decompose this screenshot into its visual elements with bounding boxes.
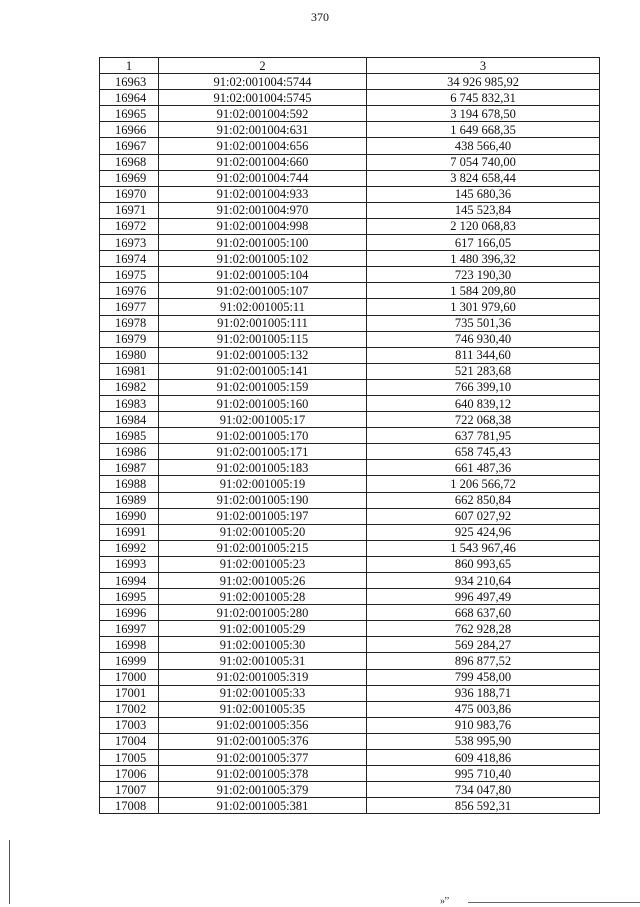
table-row	[100, 138, 600, 154]
row-number-cell: 17006	[100, 766, 159, 782]
scan-mark: »ʼʼ	[440, 896, 449, 907]
cadastral-number-cell: 91:02:001005:160	[159, 395, 367, 411]
table-row	[100, 717, 600, 733]
table-row	[100, 74, 600, 90]
table-row	[100, 589, 600, 605]
table-row	[100, 186, 600, 202]
row-number-cell: 16973	[100, 235, 159, 251]
value-cell: 7 054 740,00	[367, 154, 600, 170]
table-row	[100, 492, 600, 508]
cadastral-number-cell: 91:02:001005:141	[159, 363, 367, 379]
table-row	[100, 766, 600, 782]
cadastral-number-cell: 91:02:001004:970	[159, 202, 367, 218]
value-cell: 2 120 068,83	[367, 218, 600, 234]
row-number-cell: 16983	[100, 395, 159, 411]
row-number-cell: 16976	[100, 283, 159, 299]
row-number-cell: 16984	[100, 412, 159, 428]
cadastral-number-cell: 91:02:001005:280	[159, 605, 367, 621]
table-row	[100, 202, 600, 218]
row-number-cell: 16966	[100, 122, 159, 138]
value-cell: 896 877,52	[367, 653, 600, 669]
row-number-cell: 16968	[100, 154, 159, 170]
table-row	[100, 315, 600, 331]
table-row	[100, 122, 600, 138]
cadastral-number-cell: 91:02:001005:377	[159, 750, 367, 766]
row-number-cell: 16993	[100, 556, 159, 572]
table-row	[100, 267, 600, 283]
cadastral-number-cell: 91:02:001005:26	[159, 573, 367, 589]
row-number-cell: 17007	[100, 782, 159, 798]
row-number-cell: 16974	[100, 251, 159, 267]
cadastral-number-cell: 91:02:001004:5744	[159, 74, 367, 90]
table-row	[100, 299, 600, 315]
value-cell: 811 344,60	[367, 347, 600, 363]
table-row	[100, 283, 600, 299]
table-row	[100, 701, 600, 717]
cadastral-number-cell: 91:02:001005:159	[159, 379, 367, 395]
value-cell: 723 190,30	[367, 267, 600, 283]
row-number-cell: 16964	[100, 90, 159, 106]
value-cell: 607 027,92	[367, 508, 600, 524]
table-row	[100, 637, 600, 653]
value-cell: 609 418,86	[367, 750, 600, 766]
row-number-cell: 16985	[100, 428, 159, 444]
bottom-line	[468, 902, 640, 903]
cadastral-number-cell: 91:02:001005:197	[159, 508, 367, 524]
cadastral-number-cell: 91:02:001005:190	[159, 492, 367, 508]
value-cell: 995 710,40	[367, 766, 600, 782]
value-cell: 860 993,65	[367, 556, 600, 572]
table-row	[100, 235, 600, 251]
value-cell: 856 592,31	[367, 798, 600, 814]
row-number-cell: 16995	[100, 589, 159, 605]
row-number-cell: 16977	[100, 299, 159, 315]
cadastral-number-cell: 91:02:001005:356	[159, 717, 367, 733]
row-number-cell: 17000	[100, 669, 159, 685]
cadastral-number-cell: 91:02:001005:104	[159, 267, 367, 283]
value-cell: 34 926 985,92	[367, 74, 600, 90]
row-number-cell: 16998	[100, 637, 159, 653]
value-cell: 746 930,40	[367, 331, 600, 347]
cadastral-number-cell: 91:02:001005:111	[159, 315, 367, 331]
table-row	[100, 782, 600, 798]
column-header-1: 1	[100, 58, 159, 74]
cadastral-number-cell: 91:02:001005:107	[159, 283, 367, 299]
cadastral-number-cell: 91:02:001005:30	[159, 637, 367, 653]
row-number-cell: 16989	[100, 492, 159, 508]
value-cell: 925 424,96	[367, 524, 600, 540]
row-number-cell: 17001	[100, 685, 159, 701]
table-row	[100, 733, 600, 749]
value-cell: 569 284,27	[367, 637, 600, 653]
row-number-cell: 16999	[100, 653, 159, 669]
row-number-cell: 16990	[100, 508, 159, 524]
row-number-cell: 16979	[100, 331, 159, 347]
table-row	[100, 395, 600, 411]
row-number-cell: 16975	[100, 267, 159, 283]
value-cell: 722 068,38	[367, 412, 600, 428]
table-row	[100, 750, 600, 766]
cadastral-number-cell: 91:02:001005:102	[159, 251, 367, 267]
row-number-cell: 16980	[100, 347, 159, 363]
value-cell: 145 523,84	[367, 202, 600, 218]
row-number-cell: 16969	[100, 170, 159, 186]
table-row	[100, 90, 600, 106]
table-row	[100, 428, 600, 444]
cadastral-number-cell: 91:02:001004:998	[159, 218, 367, 234]
cadastral-number-cell: 91:02:001005:17	[159, 412, 367, 428]
row-number-cell: 16991	[100, 524, 159, 540]
cadastral-number-cell: 91:02:001005:33	[159, 685, 367, 701]
row-number-cell: 16997	[100, 621, 159, 637]
cadastral-number-cell: 91:02:001005:11	[159, 299, 367, 315]
value-cell: 637 781,95	[367, 428, 600, 444]
row-number-cell: 16982	[100, 379, 159, 395]
column-header-2: 2	[159, 58, 367, 74]
cadastral-number-cell: 91:02:001005:19	[159, 476, 367, 492]
value-cell: 996 497,49	[367, 589, 600, 605]
value-cell: 1 584 209,80	[367, 283, 600, 299]
cadastral-number-cell: 91:02:001005:170	[159, 428, 367, 444]
row-number-cell: 16981	[100, 363, 159, 379]
table-row	[100, 524, 600, 540]
column-header-3: 3	[367, 58, 600, 74]
cadastral-number-cell: 91:02:001005:319	[159, 669, 367, 685]
table-row	[100, 573, 600, 589]
value-cell: 936 188,71	[367, 685, 600, 701]
table-row	[100, 653, 600, 669]
margin-line	[9, 840, 10, 904]
table-header-row	[100, 58, 600, 74]
cadastral-number-cell: 91:02:001005:183	[159, 460, 367, 476]
cadastral-number-cell: 91:02:001005:23	[159, 556, 367, 572]
value-cell: 1 480 396,32	[367, 251, 600, 267]
cadastral-number-cell: 91:02:001005:171	[159, 444, 367, 460]
cadastral-number-cell: 91:02:001004:5745	[159, 90, 367, 106]
row-number-cell: 16978	[100, 315, 159, 331]
value-cell: 438 566,40	[367, 138, 600, 154]
row-number-cell: 16987	[100, 460, 159, 476]
value-cell: 658 745,43	[367, 444, 600, 460]
table-row	[100, 347, 600, 363]
table-row	[100, 251, 600, 267]
value-cell: 668 637,60	[367, 605, 600, 621]
value-cell: 910 983,76	[367, 717, 600, 733]
cadastral-number-cell: 91:02:001005:378	[159, 766, 367, 782]
cadastral-number-cell: 91:02:001005:29	[159, 621, 367, 637]
value-cell: 934 210,64	[367, 573, 600, 589]
cadastral-number-cell: 91:02:001005:28	[159, 589, 367, 605]
table-row	[100, 605, 600, 621]
cadastral-number-cell: 91:02:001005:132	[159, 347, 367, 363]
table-row	[100, 379, 600, 395]
cadastral-number-cell: 91:02:001005:31	[159, 653, 367, 669]
value-cell: 6 745 832,31	[367, 90, 600, 106]
row-number-cell: 16965	[100, 106, 159, 122]
page-number: 370	[311, 10, 329, 24]
value-cell: 145 680,36	[367, 186, 600, 202]
table-row	[100, 331, 600, 347]
value-cell: 734 047,80	[367, 782, 600, 798]
table-row	[100, 669, 600, 685]
row-number-cell: 16988	[100, 476, 159, 492]
table-row	[100, 218, 600, 234]
row-number-cell: 16967	[100, 138, 159, 154]
row-number-cell: 17008	[100, 798, 159, 814]
cadastral-number-cell: 91:02:001004:656	[159, 138, 367, 154]
row-number-cell: 17002	[100, 701, 159, 717]
value-cell: 735 501,36	[367, 315, 600, 331]
table-row	[100, 556, 600, 572]
value-cell: 762 928,28	[367, 621, 600, 637]
value-cell: 766 399,10	[367, 379, 600, 395]
row-number-cell: 16971	[100, 202, 159, 218]
table-body	[100, 74, 600, 814]
row-number-cell: 16970	[100, 186, 159, 202]
table-row	[100, 444, 600, 460]
row-number-cell: 16994	[100, 573, 159, 589]
value-cell: 661 487,36	[367, 460, 600, 476]
row-number-cell: 16972	[100, 218, 159, 234]
cadastral-number-cell: 91:02:001005:100	[159, 235, 367, 251]
table-row	[100, 170, 600, 186]
table-row	[100, 106, 600, 122]
row-number-cell: 17003	[100, 717, 159, 733]
value-cell: 799 458,00	[367, 669, 600, 685]
value-cell: 521 283,68	[367, 363, 600, 379]
row-number-cell: 16996	[100, 605, 159, 621]
cadastral-number-cell: 91:02:001004:631	[159, 122, 367, 138]
value-cell: 475 003,86	[367, 701, 600, 717]
cadastral-number-cell: 91:02:001004:660	[159, 154, 367, 170]
table-row	[100, 460, 600, 476]
table-row	[100, 621, 600, 637]
value-cell: 3 194 678,50	[367, 106, 600, 122]
value-cell: 662 850,84	[367, 492, 600, 508]
table-row	[100, 508, 600, 524]
row-number-cell: 16963	[100, 74, 159, 90]
value-cell: 1 206 566,72	[367, 476, 600, 492]
cadastral-number-cell: 91:02:001004:592	[159, 106, 367, 122]
cadastral-number-cell: 91:02:001005:35	[159, 701, 367, 717]
value-cell: 1 543 967,46	[367, 540, 600, 556]
row-number-cell: 16992	[100, 540, 159, 556]
data-table	[99, 57, 600, 814]
value-cell: 1 649 668,35	[367, 122, 600, 138]
cadastral-number-cell: 91:02:001004:744	[159, 170, 367, 186]
cadastral-number-cell: 91:02:001005:381	[159, 798, 367, 814]
table-row	[100, 540, 600, 556]
cadastral-number-cell: 91:02:001005:20	[159, 524, 367, 540]
cadastral-number-cell: 91:02:001005:215	[159, 540, 367, 556]
cadastral-number-cell: 91:02:001005:115	[159, 331, 367, 347]
table-row	[100, 685, 600, 701]
cadastral-number-cell: 91:02:001005:379	[159, 782, 367, 798]
value-cell: 617 166,05	[367, 235, 600, 251]
value-cell: 538 995,90	[367, 733, 600, 749]
table-row	[100, 412, 600, 428]
table-row	[100, 798, 600, 814]
table-row	[100, 363, 600, 379]
row-number-cell: 16986	[100, 444, 159, 460]
row-number-cell: 17005	[100, 750, 159, 766]
cadastral-number-cell: 91:02:001005:376	[159, 733, 367, 749]
value-cell: 3 824 658,44	[367, 170, 600, 186]
value-cell: 1 301 979,60	[367, 299, 600, 315]
cadastral-number-cell: 91:02:001004:933	[159, 186, 367, 202]
table-row	[100, 154, 600, 170]
table-row	[100, 476, 600, 492]
value-cell: 640 839,12	[367, 395, 600, 411]
row-number-cell: 17004	[100, 733, 159, 749]
